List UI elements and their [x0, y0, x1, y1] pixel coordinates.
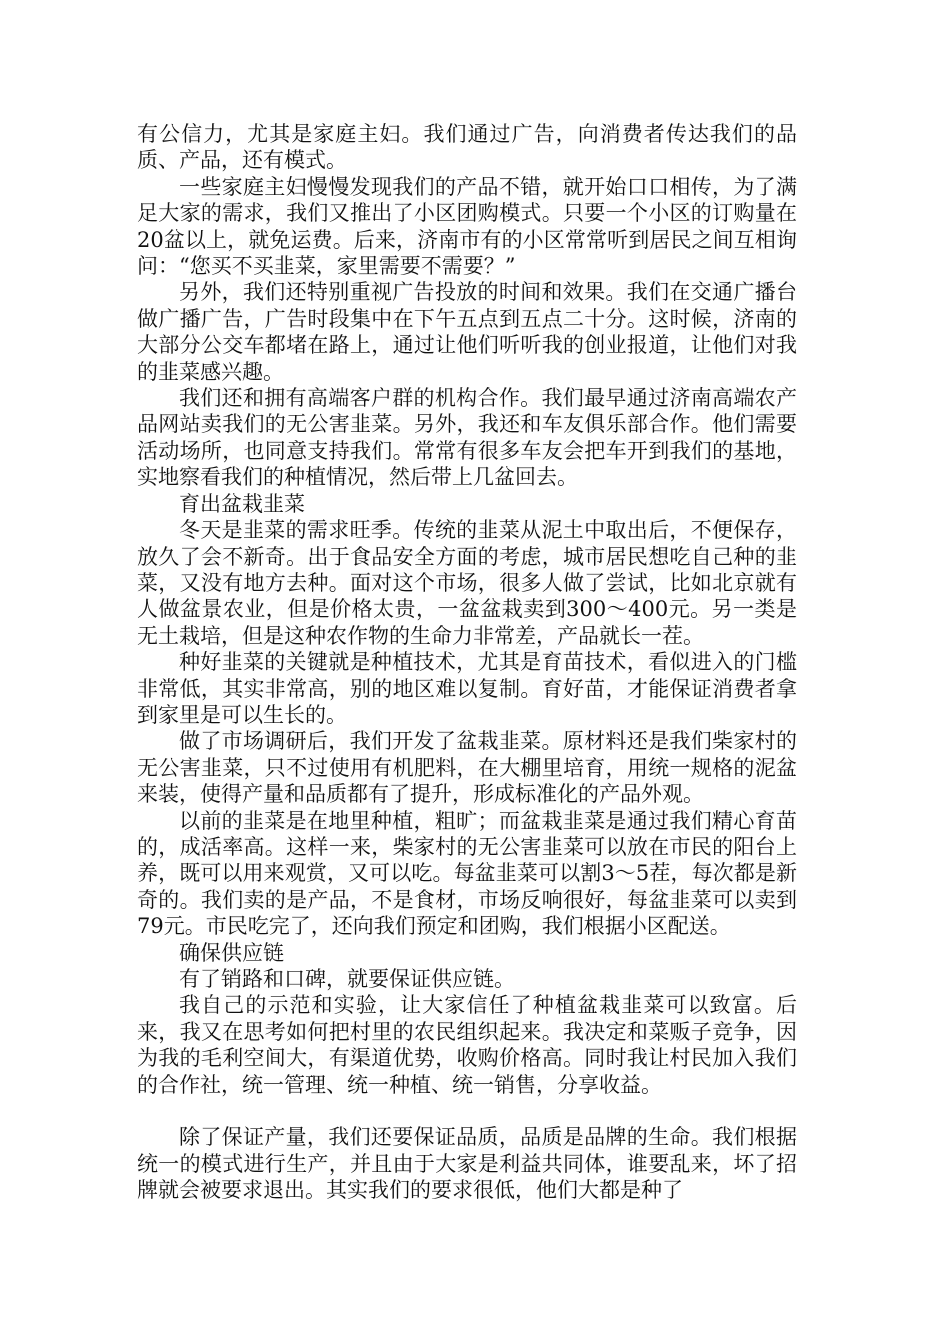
section-heading-supply-chain: 确保供应链 — [179, 940, 284, 965]
paragraph-5: 冬天是韭菜的需求旺季。传统的韭菜从泥土中取出后，不便保存，放久了会不新奇。出于食品安全方面的考虑，城市居民想吃自己种的韭菜，又没有地方去种。面对这个市场，很多人做了尝试，比如北京就有人做盆景农业，但是价格太贵，一盆盆栽卖到300～400元。另一类是无土栽培，但是这种农作物的生命力非常差，产品就长一茬。 — [137, 518, 797, 648]
paragraph-10: 我自己的示范和实验，让大家信任了种植盆栽韭菜可以致富。后来，我又在思考如何把村里的农民组织起来。我决定和菜贩子竞争，因为我的毛利空间大，有渠道优势，收购价格高。同时我让村民加入我们的合作社，统一管理、统一种植、统一销售，分享收益。 — [137, 993, 797, 1097]
paragraph-6: 种好韭菜的关键就是种植技术，尤其是育苗技术，看似进入的门槛非常低，其实非常高，别的地区难以复制。育好苗，才能保证消费者拿到家里是可以生长的。 — [137, 650, 797, 727]
document-page — [137, 121, 797, 1204]
blank-line — [137, 1098, 797, 1124]
paragraph-4: 我们还和拥有高端客户群的机构合作。我们最早通过济南高端农产品网站卖我们的无公害韭菜。另外，我还和车友俱乐部合作。他们需要活动场所，也同意支持我们。常常有很多车友会把车开到我们的基地，实地察看我们的种植情况，然后带上几盆回去。 — [137, 386, 797, 490]
section-heading-potted-chives: 育出盆栽韭菜 — [179, 491, 305, 516]
paragraph-7: 做了市场调研后，我们开发了盆栽韭菜。原材料还是我们柴家村的无公害韭菜，只不过使用有机肥料，在大棚里培育，用统一规格的泥盆来装，使得产量和品质都有了提升，形成标准化的产品外观。 — [137, 729, 797, 807]
paragraph-1: 有公信力，尤其是家庭主妇。我们通过广告，向消费者传达我们的品质、产品，还有模式。 — [137, 122, 797, 173]
paragraph-11: 除了保证产量，我们还要保证品质，品质是品牌的生命。我们根据统一的模式进行生产，并且由于大家是利益共同体，谁要乱来，坏了招牌就会被要求退出。其实我们的要求很低，他们大都是种了 — [137, 1125, 797, 1203]
paragraph-3: 另外，我们还特别重视广告投放的时间和效果。我们在交通广播台做广播广告，广告时段集中在下午五点到五点二十分。这时候，济南的大部分公交车都堵在路上，通过让他们听听我的创业报道，让他们对我的韭菜感兴趣。 — [137, 280, 797, 384]
paragraph-2: 一些家庭主妇慢慢发现我们的产品不错，就开始口口相传，为了满足大家的需求，我们又推出了小区团购模式。只要一个小区的订购量在20盆以上，就免运费。后来，济南市有的小区常常听到居民之间互相询问：“您买不买韭菜，家里需要不需要？” — [137, 174, 797, 279]
paragraph-8: 以前的韭菜是在地里种植，粗旷；而盆栽韭菜是通过我们精心育苗的，成活率高。这样一来，柴家村的无公害韭菜可以放在市民的阳台上养，既可以用来观赏，又可以吃。每盆韭菜可以割3～5茬，每次都是新奇的。我们卖的是产品，不是食材，市场反响很好，每盆韭菜可以卖到79元。市民吃完了，还向我们预定和团购，我们根据小区配送。 — [137, 808, 797, 939]
paragraph-9: 有了销路和口碑，就要保证供应链。 — [179, 967, 515, 991]
